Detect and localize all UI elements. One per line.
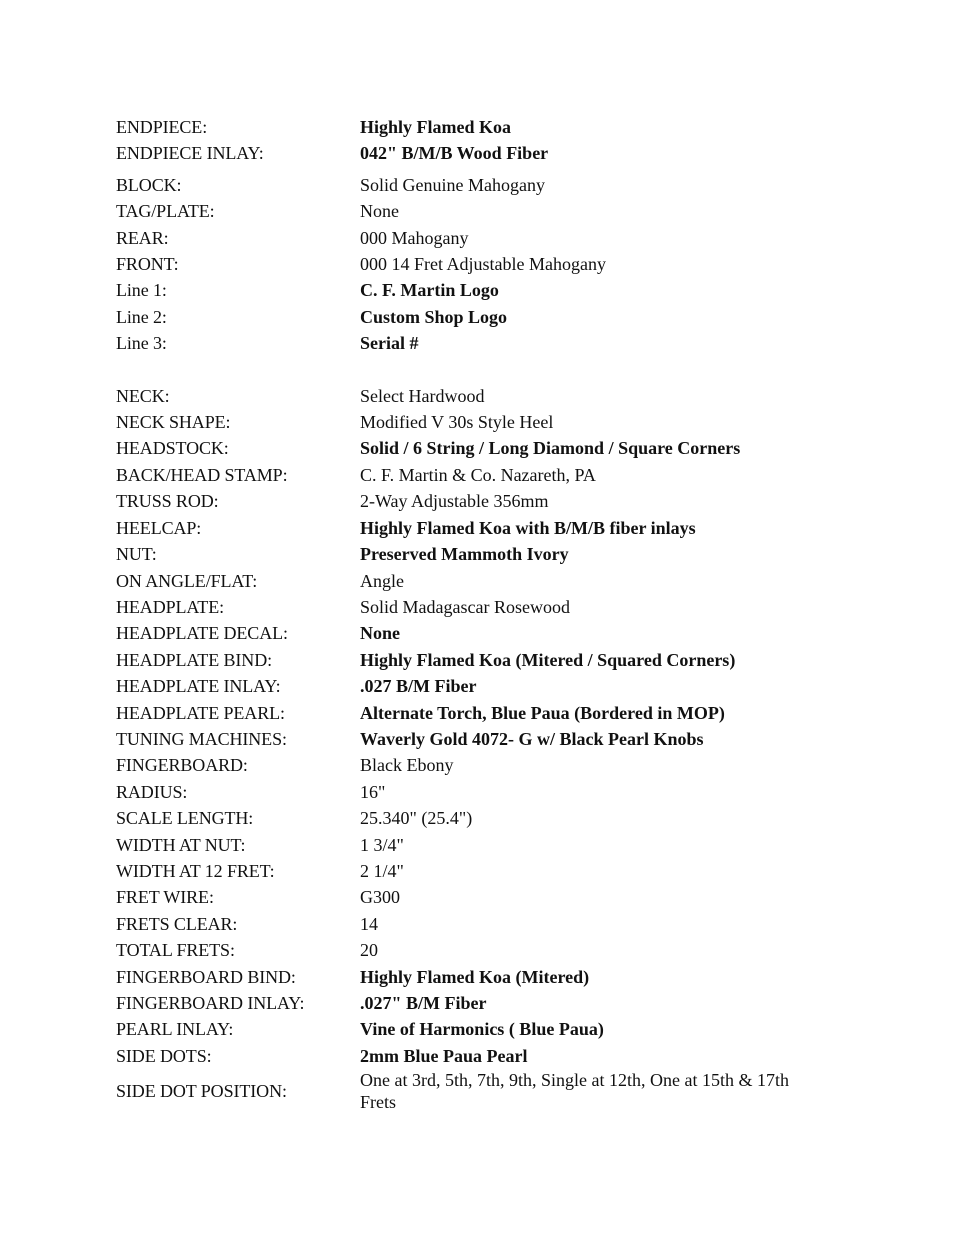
spec-value: Vine of Harmonics ( Blue Paua) [360, 1019, 604, 1040]
spec-row-tuning-machines [116, 726, 836, 752]
spec-row-block [116, 172, 836, 198]
spec-row-back-head-stamp [116, 462, 836, 488]
spec-row-tag-plate [116, 198, 836, 224]
spec-label: HEELCAP: [116, 517, 202, 538]
spec-label: HEADPLATE BIND: [116, 649, 272, 670]
spec-value: Modified V 30s Style Heel [360, 412, 554, 433]
spec-label: TUNING MACHINES: [116, 728, 287, 749]
spec-label: HEADPLATE PEARL: [116, 702, 285, 723]
spec-value: 2 1/4" [360, 860, 404, 881]
spec-row-endpiece [116, 114, 836, 140]
spec-row-pearl-inlay [116, 1016, 836, 1042]
spec-label: NUT: [116, 544, 157, 565]
spec-label: TOTAL FRETS: [116, 940, 235, 961]
spec-row-headplate [116, 594, 836, 620]
spec-label: FINGERBOARD INLAY: [116, 993, 305, 1013]
spec-value: 20 [360, 940, 378, 961]
spec-value: Highly Flamed Koa with B/M/B fiber inlays [360, 517, 696, 538]
spec-row-headstock [116, 435, 836, 461]
spec-row-neck [116, 383, 836, 409]
spec-label: FRET WIRE: [116, 887, 214, 908]
spec-label: HEADPLATE: [116, 596, 224, 617]
spec-value: None [360, 201, 399, 222]
spec-row-fret-wire [116, 884, 836, 910]
spec-value: C. F. Martin & Co. Nazareth, PA [360, 464, 596, 485]
spec-value: None [360, 623, 400, 644]
spec-label: SIDE DOT POSITION: [116, 1081, 287, 1102]
spec-value: One at 3rd, 5th, 7th, 9th, Single at 12th, One at 15th & 17th Frets [360, 1070, 789, 1113]
spec-value: 14 [360, 913, 378, 934]
spec-row-fingerboard [116, 752, 836, 778]
spec-label: ENDPIECE: [116, 117, 208, 137]
spec-row-line-3 [116, 330, 836, 356]
spec-row-fingerboard-bind [116, 964, 836, 990]
spec-label: FINGERBOARD: [116, 755, 248, 776]
spec-label: SIDE DOTS: [116, 1045, 212, 1066]
spec-value: Preserved Mammoth Ivory [360, 544, 569, 565]
spec-label: ON ANGLE/FLAT: [116, 570, 258, 591]
spec-row-side-dot-position [116, 1069, 836, 1113]
spec-row-headplate-decal [116, 620, 836, 646]
spec-label: HEADPLATE INLAY: [116, 676, 281, 697]
spec-value: 2mm Blue Paua Pearl [360, 1045, 528, 1066]
spec-label: Line 1: [116, 280, 167, 301]
spec-row-width-at-nut [116, 832, 836, 858]
spec-value: .027 B/M Fiber [360, 676, 477, 697]
spec-value: G300 [360, 887, 400, 908]
spec-value: Solid Madagascar Rosewood [360, 596, 570, 617]
spec-label: RADIUS: [116, 781, 188, 802]
spec-row-side-dots [116, 1043, 836, 1069]
spec-row-endpiece-inlay [116, 140, 836, 166]
spec-label: SCALE LENGTH: [116, 808, 254, 829]
spec-label: FRETS CLEAR: [116, 913, 238, 934]
spec-value: Highly Flamed Koa [360, 117, 512, 137]
spec-label: BLOCK: [116, 174, 182, 195]
spec-label: WIDTH AT 12 FRET: [116, 860, 275, 881]
spec-value: 042" B/M/B Wood Fiber [360, 143, 549, 164]
spec-row-width-at-12-fret [116, 858, 836, 884]
spec-row-neck-shape [116, 409, 836, 435]
spec-value: 25.340" (25.4") [360, 808, 473, 829]
spec-value: Angle [360, 570, 404, 591]
spec-row-truss-rod [116, 488, 836, 514]
spec-row-scale-length [116, 805, 836, 831]
spec-row-headplate-bind [116, 647, 836, 673]
spec-row-front [116, 251, 836, 277]
spec-row-headplate-inlay [116, 673, 836, 699]
spec-label: FRONT: [116, 254, 179, 275]
spec-value: Waverly Gold 4072- G w/ Black Pearl Knobs [360, 728, 704, 749]
spec-value: Black Ebony [360, 755, 454, 776]
spec-value: Highly Flamed Koa (Mitered) [360, 966, 590, 987]
spec-label: ENDPIECE INLAY: [116, 143, 264, 164]
spec-row-radius [116, 779, 836, 805]
spec-value: 000 14 Fret Adjustable Mahogany [360, 254, 606, 275]
spec-label: WIDTH AT NUT: [116, 834, 246, 855]
spec-value: Solid / 6 String / Long Diamond / Square Corners [360, 438, 741, 459]
spec-row-line-2 [116, 304, 836, 330]
spec-label: Line 3: [116, 333, 167, 354]
spec-value: Custom Shop Logo [360, 306, 508, 327]
spec-row-total-frets [116, 937, 836, 963]
spec-row-headplate-pearl [116, 700, 836, 726]
spec-label: HEADPLATE DECAL: [116, 623, 288, 644]
spec-value: 1 3/4" [360, 834, 404, 855]
spec-label: FINGERBOARD BIND: [116, 966, 296, 987]
spec-value: C. F. Martin Logo [360, 280, 499, 301]
spec-row-line-1 [116, 277, 836, 303]
spec-label: BACK/HEAD STAMP: [116, 464, 288, 485]
spec-value: Select Hardwood [360, 385, 485, 406]
spec-label: NECK: [116, 385, 170, 406]
spec-value: .027" B/M Fiber [360, 993, 487, 1013]
spec-value: Serial # [360, 333, 419, 354]
spec-row-frets-clear [116, 911, 836, 937]
spec-label: REAR: [116, 227, 169, 248]
spec-row-nut [116, 541, 836, 567]
spec-row-rear [116, 225, 836, 251]
spec-label: Line 2: [116, 306, 167, 327]
spec-label: HEADSTOCK: [116, 438, 229, 459]
spec-value: 000 Mahogany [360, 227, 469, 248]
spec-label: PEARL INLAY: [116, 1019, 234, 1040]
spec-label: TRUSS ROD: [116, 491, 219, 512]
spec-value: 2-Way Adjustable 356mm [360, 491, 549, 512]
spec-value: Alternate Torch, Blue Paua (Bordered in MOP) [360, 702, 725, 723]
spec-label: NECK SHAPE: [116, 412, 231, 433]
spec-value: 16" [360, 781, 386, 802]
spec-label: TAG/PLATE: [116, 201, 215, 222]
spec-value: Highly Flamed Koa (Mitered / Squared Corners) [360, 649, 736, 670]
spec-row-on-angle-flat [116, 568, 836, 594]
spec-row-heelcap [116, 515, 836, 541]
spec-row-fingerboard-inlay [116, 990, 836, 1016]
spec-value: Solid Genuine Mahogany [360, 174, 545, 195]
spec-sheet [116, 114, 836, 1113]
